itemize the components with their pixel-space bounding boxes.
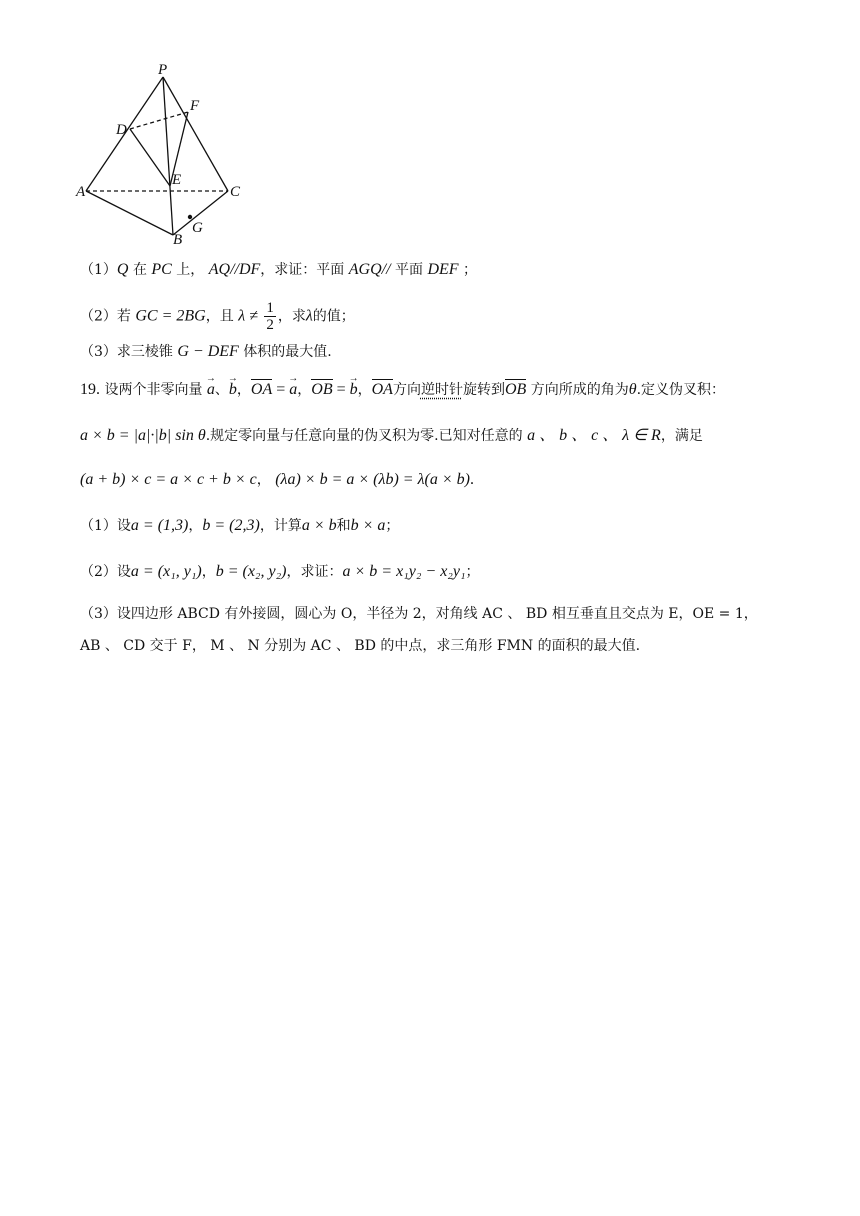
pseudo-cross-product-definition: a × b = |a|·|b| sin θ <box>80 427 206 444</box>
edge-DE <box>130 129 170 186</box>
q18-p1-PC: PC <box>151 261 172 278</box>
vector-OA: OA <box>371 381 393 398</box>
separator: ， <box>357 382 372 398</box>
q18-part1 <box>80 258 820 282</box>
edge-DF <box>130 112 188 129</box>
separator: 、 <box>214 382 229 398</box>
q19-p1-vector-a: a = (1,3) <box>130 517 189 534</box>
q18-p1-text4: 平面 <box>394 262 423 278</box>
label-E: E <box>172 172 182 188</box>
q18-p3-prefix: （3）求三棱锥 <box>80 344 173 360</box>
label-P: P <box>158 62 168 78</box>
q19-p1-text: ，计算 <box>259 518 302 534</box>
q19-l1-text3: 旋转到 <box>462 382 505 398</box>
vector-OB: OB <box>504 381 527 398</box>
q18-p3-expression: G − DEF <box>177 343 239 360</box>
label-F: F <box>190 98 200 114</box>
q18-p2-equation: GC = 2BG <box>135 307 206 325</box>
label-B: B <box>173 232 183 248</box>
q19-p2-text: ，求证： <box>286 564 343 580</box>
label-A: A <box>76 184 86 200</box>
q19-p1-a-cross-b: a × b <box>301 517 337 534</box>
q19-l1-text4: 方向所成的角为 <box>530 382 629 398</box>
edge-AB <box>86 191 173 235</box>
q19-number: 19. <box>80 381 100 398</box>
q18-p1-prefix: （1） <box>80 262 117 278</box>
period: . <box>469 471 474 488</box>
q19-p1-prefix: （1）设 <box>80 518 131 534</box>
q19-p2-formula: a × b = x₁y₂ − x₂y₁ <box>342 563 466 580</box>
q19-p2-prefix: （2）设 <box>80 564 131 580</box>
q18-p2-prefix: （2）若 <box>80 308 131 325</box>
q19-part2 <box>80 560 820 584</box>
q18-p1-end: ； <box>463 262 477 278</box>
separator: ， <box>201 564 216 580</box>
q19-l1-text: 设两个非零向量 <box>104 382 203 398</box>
q19-p1-vector-b: b = (2,3) <box>202 517 260 534</box>
q19-p2-end: ； <box>465 564 480 580</box>
vector-a: → a <box>289 378 297 402</box>
q19-p1-and: 和 <box>336 518 351 534</box>
q18-p1-DEF: DEF <box>427 261 459 278</box>
separator: ， <box>188 518 203 534</box>
edge-PB <box>163 77 173 235</box>
q19-p1-b-cross-a: b × a <box>350 517 386 534</box>
q19-part1 <box>80 514 820 538</box>
q18-p2-lambda: λ ≠ <box>238 307 258 325</box>
fraction-denominator: 2 <box>266 317 274 333</box>
fraction-one-half <box>264 300 276 333</box>
q19-p2-vector-a: a = (x₁, y₁) <box>130 563 202 580</box>
vector-b: → b <box>350 378 358 402</box>
q18-p1-AQDF: AQ//DF <box>208 261 261 278</box>
separator: ， <box>297 382 312 398</box>
pyramid-diagram <box>72 60 262 256</box>
vector-a: → a <box>207 378 215 402</box>
fraction-numerator: 1 <box>266 300 274 316</box>
equals-sign: = <box>272 381 290 398</box>
q18-p1-text3: ，求证：平面 <box>260 262 345 278</box>
q19-l2-text2: ，满足 <box>660 428 703 444</box>
q18-p2-text2: ，求 <box>277 308 306 325</box>
q19-l1-text5: .定义伪叉积： <box>636 382 726 398</box>
counterclockwise-emphasis: 逆时针 <box>420 382 463 398</box>
q19-p3-text-line1: （3）设四边形 ABCD 有外接圆，圆心为 O，半径为 2，对角线 AC 、 BD 相互垂直且交点为 E，OE = 1， <box>80 606 758 622</box>
q19-p1-end: ； <box>385 518 400 534</box>
scalar-law: (λa) × b = a × (λb) = λ(a × b) <box>275 471 470 488</box>
point-G <box>188 215 192 219</box>
q19-l2-text: .规定零向量与任意向量的伪叉积为零.已知对任意的 <box>205 428 523 444</box>
distributive-law: (a + b) × c = a × c + b × c <box>80 471 257 488</box>
label-G: G <box>192 220 203 236</box>
label-C: C <box>230 184 241 200</box>
q18-p2-lambda2: λ <box>305 307 313 325</box>
q18-p2-text: ，且 <box>205 308 234 325</box>
vector-b: → b <box>229 378 237 402</box>
q19-p3-text-line2: AB 、 CD 交于 F， M 、 N 分别为 AC 、 BD 的中点，求三角形 FMN 的面积的最大值. <box>80 638 641 654</box>
q18-part3 <box>80 340 820 364</box>
q19-line3 <box>80 468 820 492</box>
q19-part3-line2 <box>80 634 820 658</box>
q19-part3-line1 <box>80 602 820 626</box>
q18-p1-AGQ: AGQ// <box>348 261 391 278</box>
q18-p1-text2: 上， <box>176 262 205 278</box>
theta-symbol: θ <box>628 381 637 398</box>
q18-p2-text3: 的值； <box>312 308 355 325</box>
q19-p2-vector-b: b = (x₂, y₂) <box>215 563 287 580</box>
pyramid-figure <box>72 60 262 256</box>
q18-part2 <box>80 300 820 333</box>
q18-p1-Q: Q <box>116 261 129 278</box>
q18-p1-text: 在 <box>132 262 147 278</box>
vector-OB: OB <box>311 381 333 398</box>
q19-l1-text2: 方向 <box>392 382 421 398</box>
q19-l2-variables: a 、 b 、 c 、 λ ∈ R <box>527 427 661 444</box>
q19-line2 <box>80 424 820 448</box>
separator: ， <box>256 472 271 488</box>
equals-sign: = <box>332 381 350 398</box>
vector-OA: OA <box>250 381 273 398</box>
separator: ， <box>236 382 251 398</box>
q19-line1 <box>80 378 820 402</box>
label-D: D <box>116 122 127 138</box>
q18-p3-text: 体积的最大值. <box>243 344 332 360</box>
